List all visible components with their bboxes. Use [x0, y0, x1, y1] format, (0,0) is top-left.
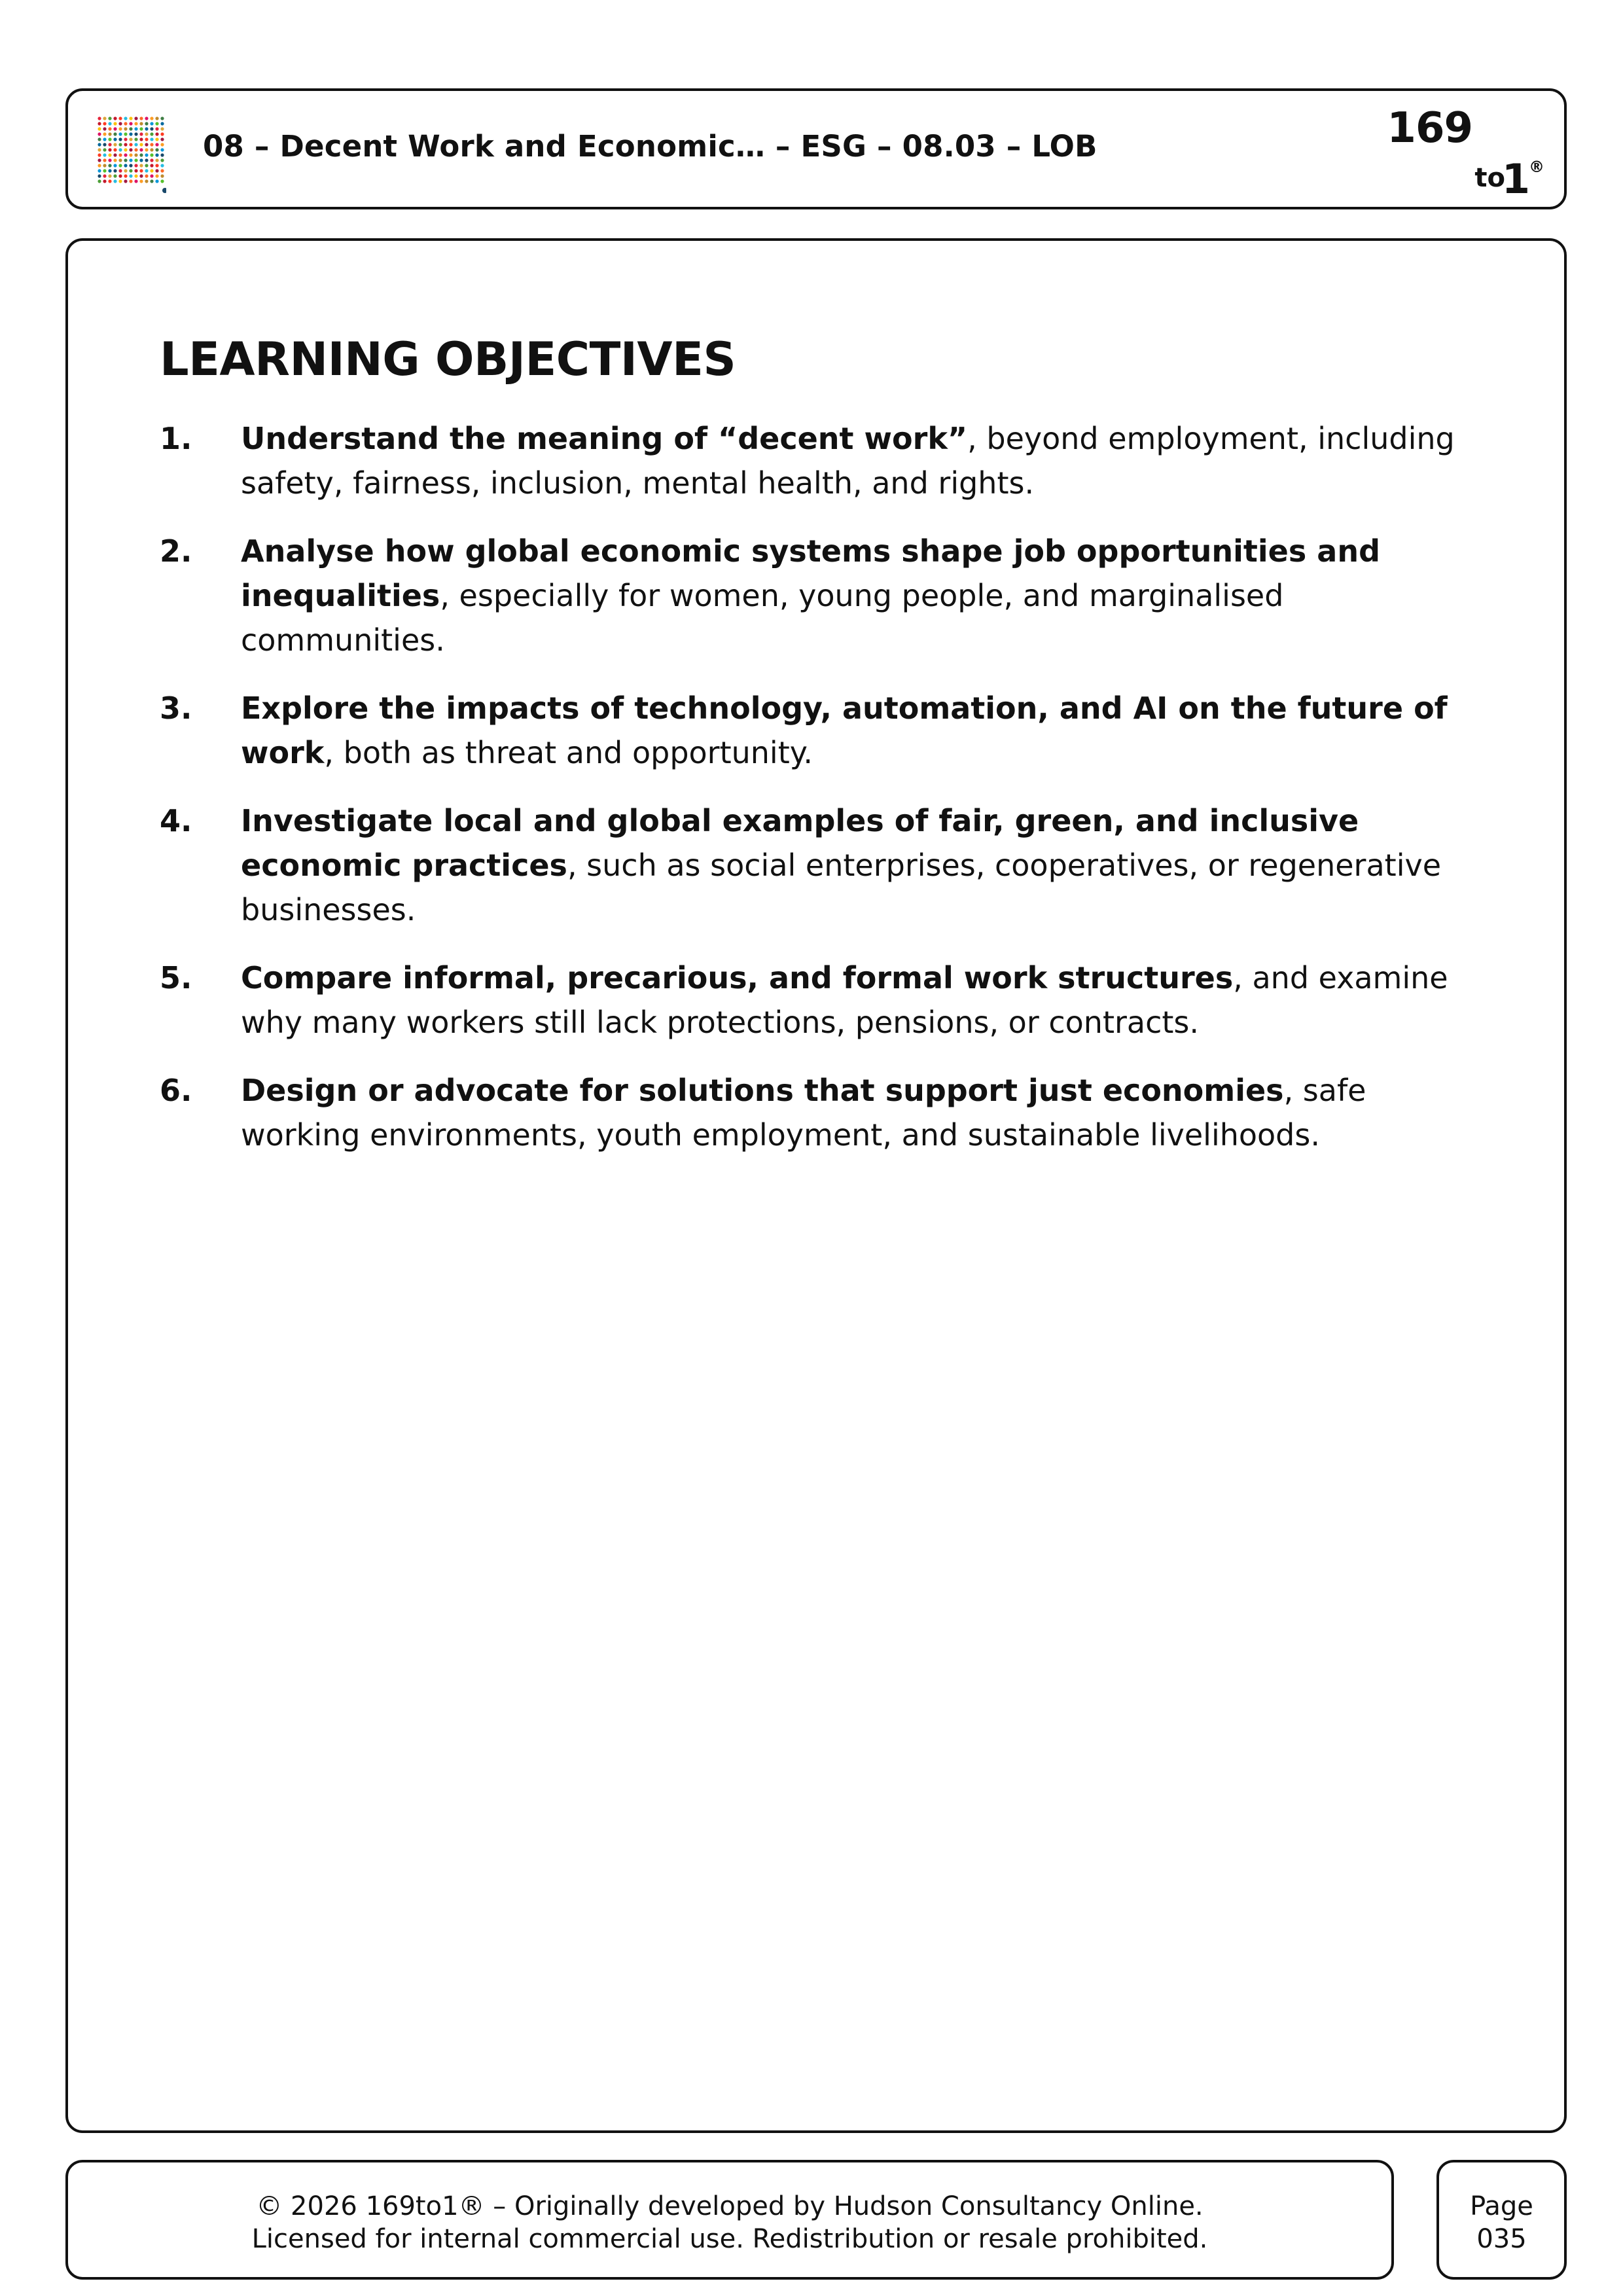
list-item — [160, 1068, 1482, 1157]
item-text: , safe working environments, youth employment, and sustainable livelihoods. — [241, 1073, 1366, 1153]
list-item — [160, 956, 1482, 1045]
item-text: , both as threat and opportunity. — [324, 735, 813, 770]
item-lead: Analyse how global economic systems shape job opportunities and inequalities — [241, 533, 1380, 613]
list-item — [160, 416, 1482, 505]
list-item — [160, 686, 1482, 775]
item-lead: Understand the meaning of “decent work” — [241, 421, 968, 456]
brand-logo-169: 169 — [1387, 104, 1472, 152]
item-number: 3. — [160, 691, 192, 726]
item-text: , and examine why many workers still lack protections, pensions, or contracts. — [241, 960, 1448, 1040]
page-label: Page — [1470, 2191, 1533, 2221]
document-title: 08 – Decent Work and Economic… – ESG – 08.03 – LOB — [203, 129, 1097, 164]
brand-logo-to: to — [1474, 163, 1505, 193]
brand-logo-1: 1 — [1501, 155, 1530, 203]
footer-bar — [65, 2160, 1394, 2280]
item-number: 6. — [160, 1073, 192, 1108]
item-lead: Compare informal, precarious, and formal work structures — [241, 960, 1234, 996]
brand-logo-registered: ® — [1529, 158, 1544, 176]
item-number: 5. — [160, 960, 192, 996]
item-number: 4. — [160, 803, 192, 838]
item-text: , such as social enterprises, cooperatives, or regenerative businesses. — [241, 848, 1441, 927]
copyright-line: © 2026 169to1® – Originally developed by Hudson Consultancy Online. — [256, 2191, 1204, 2221]
item-text: , especially for women, young people, and marginalised communities. — [241, 578, 1284, 658]
sdg-dot-grid-logo-icon — [97, 116, 166, 194]
copyright-notice — [68, 2190, 1391, 2255]
brand-logo — [1387, 96, 1544, 207]
item-number: 1. — [160, 421, 192, 456]
section-heading: LEARNING OBJECTIVES — [160, 332, 736, 386]
content-panel — [65, 238, 1567, 2133]
page-indicator — [1439, 2190, 1564, 2255]
page-number-box — [1436, 2160, 1567, 2280]
header-bar — [65, 88, 1567, 209]
objectives-list — [160, 416, 1482, 1181]
page-number: 035 — [1476, 2224, 1527, 2254]
item-lead: Investigate local and global examples of fair, green, and inclusive economic practices — [241, 803, 1359, 883]
item-number: 2. — [160, 533, 192, 569]
license-line: Licensed for internal commercial use. Redistribution or resale prohibited. — [251, 2224, 1208, 2254]
list-item — [160, 529, 1482, 662]
list-item — [160, 798, 1482, 932]
item-lead: Design or advocate for solutions that support just economies — [241, 1073, 1284, 1108]
item-text: , beyond employment, including safety, fairness, inclusion, mental health, and rights. — [241, 421, 1455, 501]
item-lead: Explore the impacts of technology, automation, and AI on the future of work — [241, 691, 1448, 770]
